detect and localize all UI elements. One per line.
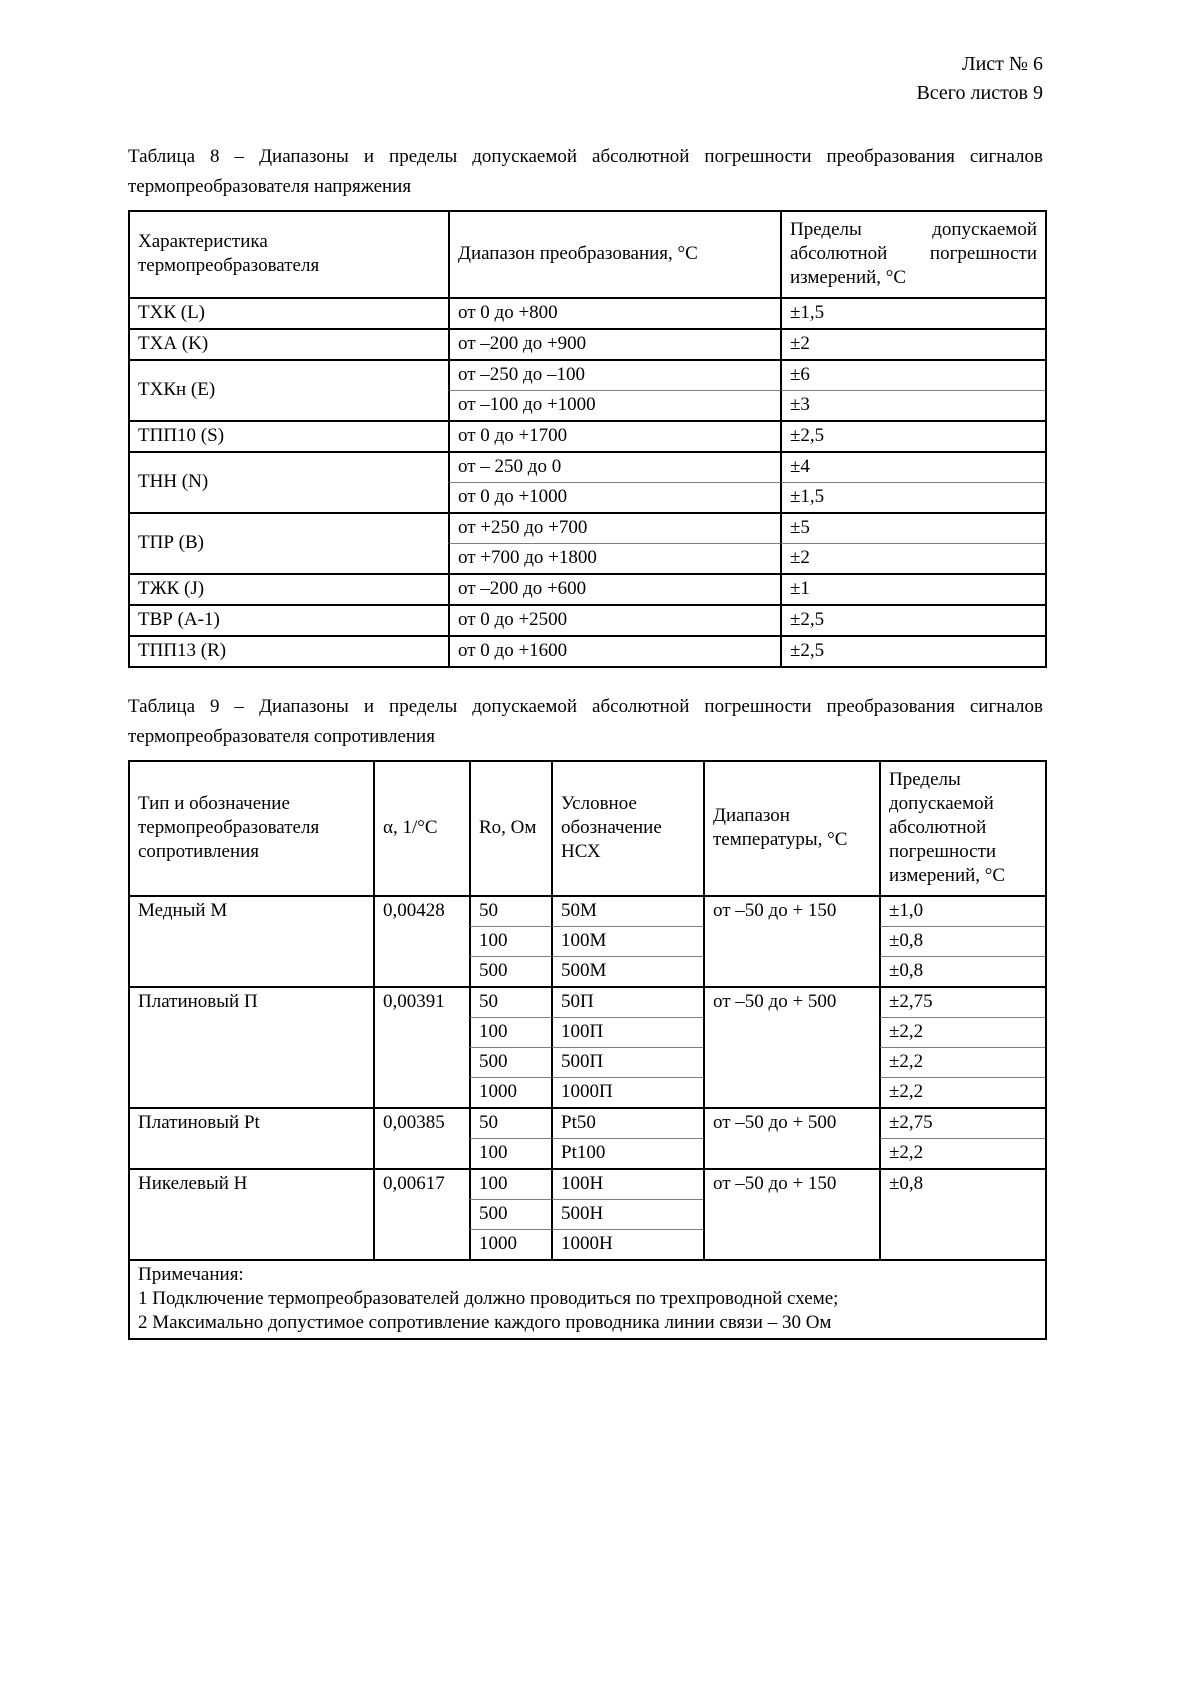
notes-cell [130, 1259, 1045, 1338]
t8-header-range: Диапазон преобразования, °С [448, 212, 780, 297]
r0-cell: 500 [469, 1199, 551, 1229]
table-row [130, 1168, 1045, 1199]
range-cell: от –250 до –100 [448, 359, 780, 390]
note-item-2: 2 Максимально допустимое сопротивление каждого проводника линии связи – 30 Ом [138, 1312, 832, 1333]
limit-cell: ±2,2 [879, 1077, 1045, 1107]
limit-cell: ±2,5 [780, 604, 1045, 635]
limit-cell: ±6 [780, 359, 1045, 390]
table-row [130, 986, 1045, 1017]
thermo-type-cell: ТХКн (Е) [130, 359, 448, 420]
table-row [130, 1107, 1045, 1138]
thermo-type-cell: ТПР (В) [130, 512, 448, 573]
table-8 [128, 210, 1047, 668]
thermo-type-cell: ТПП10 (S) [130, 420, 448, 451]
thermo-type-cell: ТПП13 (R) [130, 635, 448, 666]
limit-cell: ±3 [780, 390, 1045, 420]
nsx-cell: Pt100 [551, 1138, 703, 1168]
nsx-cell: 1000Н [551, 1229, 703, 1259]
t8-header-limits-line1: Пределы допускаемой [790, 219, 1037, 240]
t9-header-limits: Пределы допускаемой абсолютной погрешности измерений, °С [879, 762, 1045, 895]
range-cell: от 0 до +1600 [448, 635, 780, 666]
table-row [130, 328, 1045, 359]
alpha-cell: 0,00385 [373, 1107, 469, 1168]
range-cell: от 0 до +800 [448, 297, 780, 328]
temp-range-cell: от –50 до + 500 [703, 1107, 879, 1168]
nsx-cell: 100П [551, 1017, 703, 1047]
r0-cell: 1000 [469, 1229, 551, 1259]
range-cell: от – 250 до 0 [448, 451, 780, 482]
t8-header-limits-line2: абсолютной погрешности [790, 243, 1037, 264]
thermo-type-cell: Никелевый Н [130, 1168, 373, 1259]
limit-cell: ±0,8 [879, 956, 1045, 986]
nsx-cell: 50М [551, 895, 703, 926]
limit-cell: ±2,2 [879, 1017, 1045, 1047]
temp-range-cell: от –50 до + 150 [703, 1168, 879, 1259]
thermo-type-cell: ТХА (K) [130, 328, 448, 359]
table-row [130, 573, 1045, 604]
nsx-cell: 500Н [551, 1199, 703, 1229]
thermo-type-cell: Платиновый Pt [130, 1107, 373, 1168]
r0-cell: 500 [469, 956, 551, 986]
thermo-type-cell: ТВР (А-1) [130, 604, 448, 635]
r0-cell: 1000 [469, 1077, 551, 1107]
alpha-cell: 0,00428 [373, 895, 469, 986]
r0-cell: 500 [469, 1047, 551, 1077]
range-cell: от –100 до +1000 [448, 390, 780, 420]
nsx-cell: 500П [551, 1047, 703, 1077]
table-row [130, 635, 1045, 666]
limit-cell: ±2,75 [879, 986, 1045, 1017]
limit-cell: ±1,5 [780, 297, 1045, 328]
note-item-1: 1 Подключение термопреобразователей должно проводиться по трехпроводной схеме; [138, 1288, 839, 1309]
r0-cell: 50 [469, 895, 551, 926]
t9-header-temp: Диапазон температуры, °С [703, 762, 879, 895]
limit-cell: ±1,5 [780, 482, 1045, 512]
table-9 [128, 760, 1047, 1340]
table-row [130, 512, 1045, 543]
nsx-cell: Pt50 [551, 1107, 703, 1138]
thermo-type-cell: ТЖК (J) [130, 573, 448, 604]
t9-header-type: Тип и обозначение термопреобразователя сопротивления [138, 793, 320, 862]
nsx-cell: 1000П [551, 1077, 703, 1107]
t8-header-limits-line3: измерений, °С [790, 267, 907, 288]
r0-cell: 100 [469, 1017, 551, 1047]
thermo-type-cell: Медный М [130, 895, 373, 986]
table8-caption: Таблица 8 – Диапазоны и пределы допускаемой абсолютной погрешности преобразования сигналов термопреобразователя напряжения [128, 146, 1043, 197]
sheet-number: Лист № 6 [962, 53, 1043, 75]
limit-cell: ±2 [780, 328, 1045, 359]
thermo-type-cell: ТХК (L) [130, 297, 448, 328]
nsx-cell: 500М [551, 956, 703, 986]
range-cell: от 0 до +1700 [448, 420, 780, 451]
range-cell: от 0 до +1000 [448, 482, 780, 512]
limit-cell: ±1,0 [879, 895, 1045, 926]
t9-header-nsx: Условное обозначение НСХ [551, 762, 703, 895]
limit-cell: ±1 [780, 573, 1045, 604]
thermo-type-cell: Платиновый П [130, 986, 373, 1107]
limit-cell: ±2,5 [780, 635, 1045, 666]
table-row [130, 451, 1045, 482]
limit-cell: ±2,2 [879, 1138, 1045, 1168]
limit-cell: ±2,75 [879, 1107, 1045, 1138]
alpha-cell: 0,00391 [373, 986, 469, 1107]
t8-header-limits [780, 212, 1045, 297]
limit-cell: ±0,8 [879, 926, 1045, 956]
temp-range-cell: от –50 до + 150 [703, 895, 879, 986]
table-row [130, 604, 1045, 635]
limit-cell: ±2 [780, 543, 1045, 573]
r0-cell: 100 [469, 1138, 551, 1168]
alpha-cell: 0,00617 [373, 1168, 469, 1259]
nsx-cell: 50П [551, 986, 703, 1017]
table9-caption: Таблица 9 – Диапазоны и пределы допускаемой абсолютной погрешности преобразования сигналов термопреобразователя сопротивления [128, 696, 1043, 747]
table-notes-row [130, 1259, 1045, 1338]
sheet-header [128, 50, 1043, 108]
t9-header-r0: Ro, Ом [469, 762, 551, 895]
table-header-row [130, 212, 1045, 297]
range-cell: от –200 до +900 [448, 328, 780, 359]
r0-cell: 50 [469, 986, 551, 1017]
total-sheets: Всего листов 9 [916, 82, 1043, 104]
t9-header-alpha: α, 1/°С [373, 762, 469, 895]
limit-cell: ±0,8 [879, 1168, 1045, 1259]
r0-cell: 100 [469, 1168, 551, 1199]
temp-range-cell: от –50 до + 500 [703, 986, 879, 1107]
t8-header-characteristic: Характеристика термопреобразователя [138, 231, 320, 276]
limit-cell: ±5 [780, 512, 1045, 543]
table-header-row [130, 762, 1045, 895]
range-cell: от –200 до +600 [448, 573, 780, 604]
table-row [130, 359, 1045, 390]
range-cell: от 0 до +2500 [448, 604, 780, 635]
table-row [130, 297, 1045, 328]
limit-cell: ±4 [780, 451, 1045, 482]
table-row [130, 420, 1045, 451]
limit-cell: ±2,2 [879, 1047, 1045, 1077]
table-row [130, 895, 1045, 926]
range-cell: от +250 до +700 [448, 512, 780, 543]
notes-title: Примечания: [138, 1264, 244, 1285]
r0-cell: 100 [469, 926, 551, 956]
thermo-type-cell: ТНН (N) [130, 451, 448, 512]
nsx-cell: 100М [551, 926, 703, 956]
nsx-cell: 100Н [551, 1168, 703, 1199]
limit-cell: ±2,5 [780, 420, 1045, 451]
r0-cell: 50 [469, 1107, 551, 1138]
range-cell: от +700 до +1800 [448, 543, 780, 573]
